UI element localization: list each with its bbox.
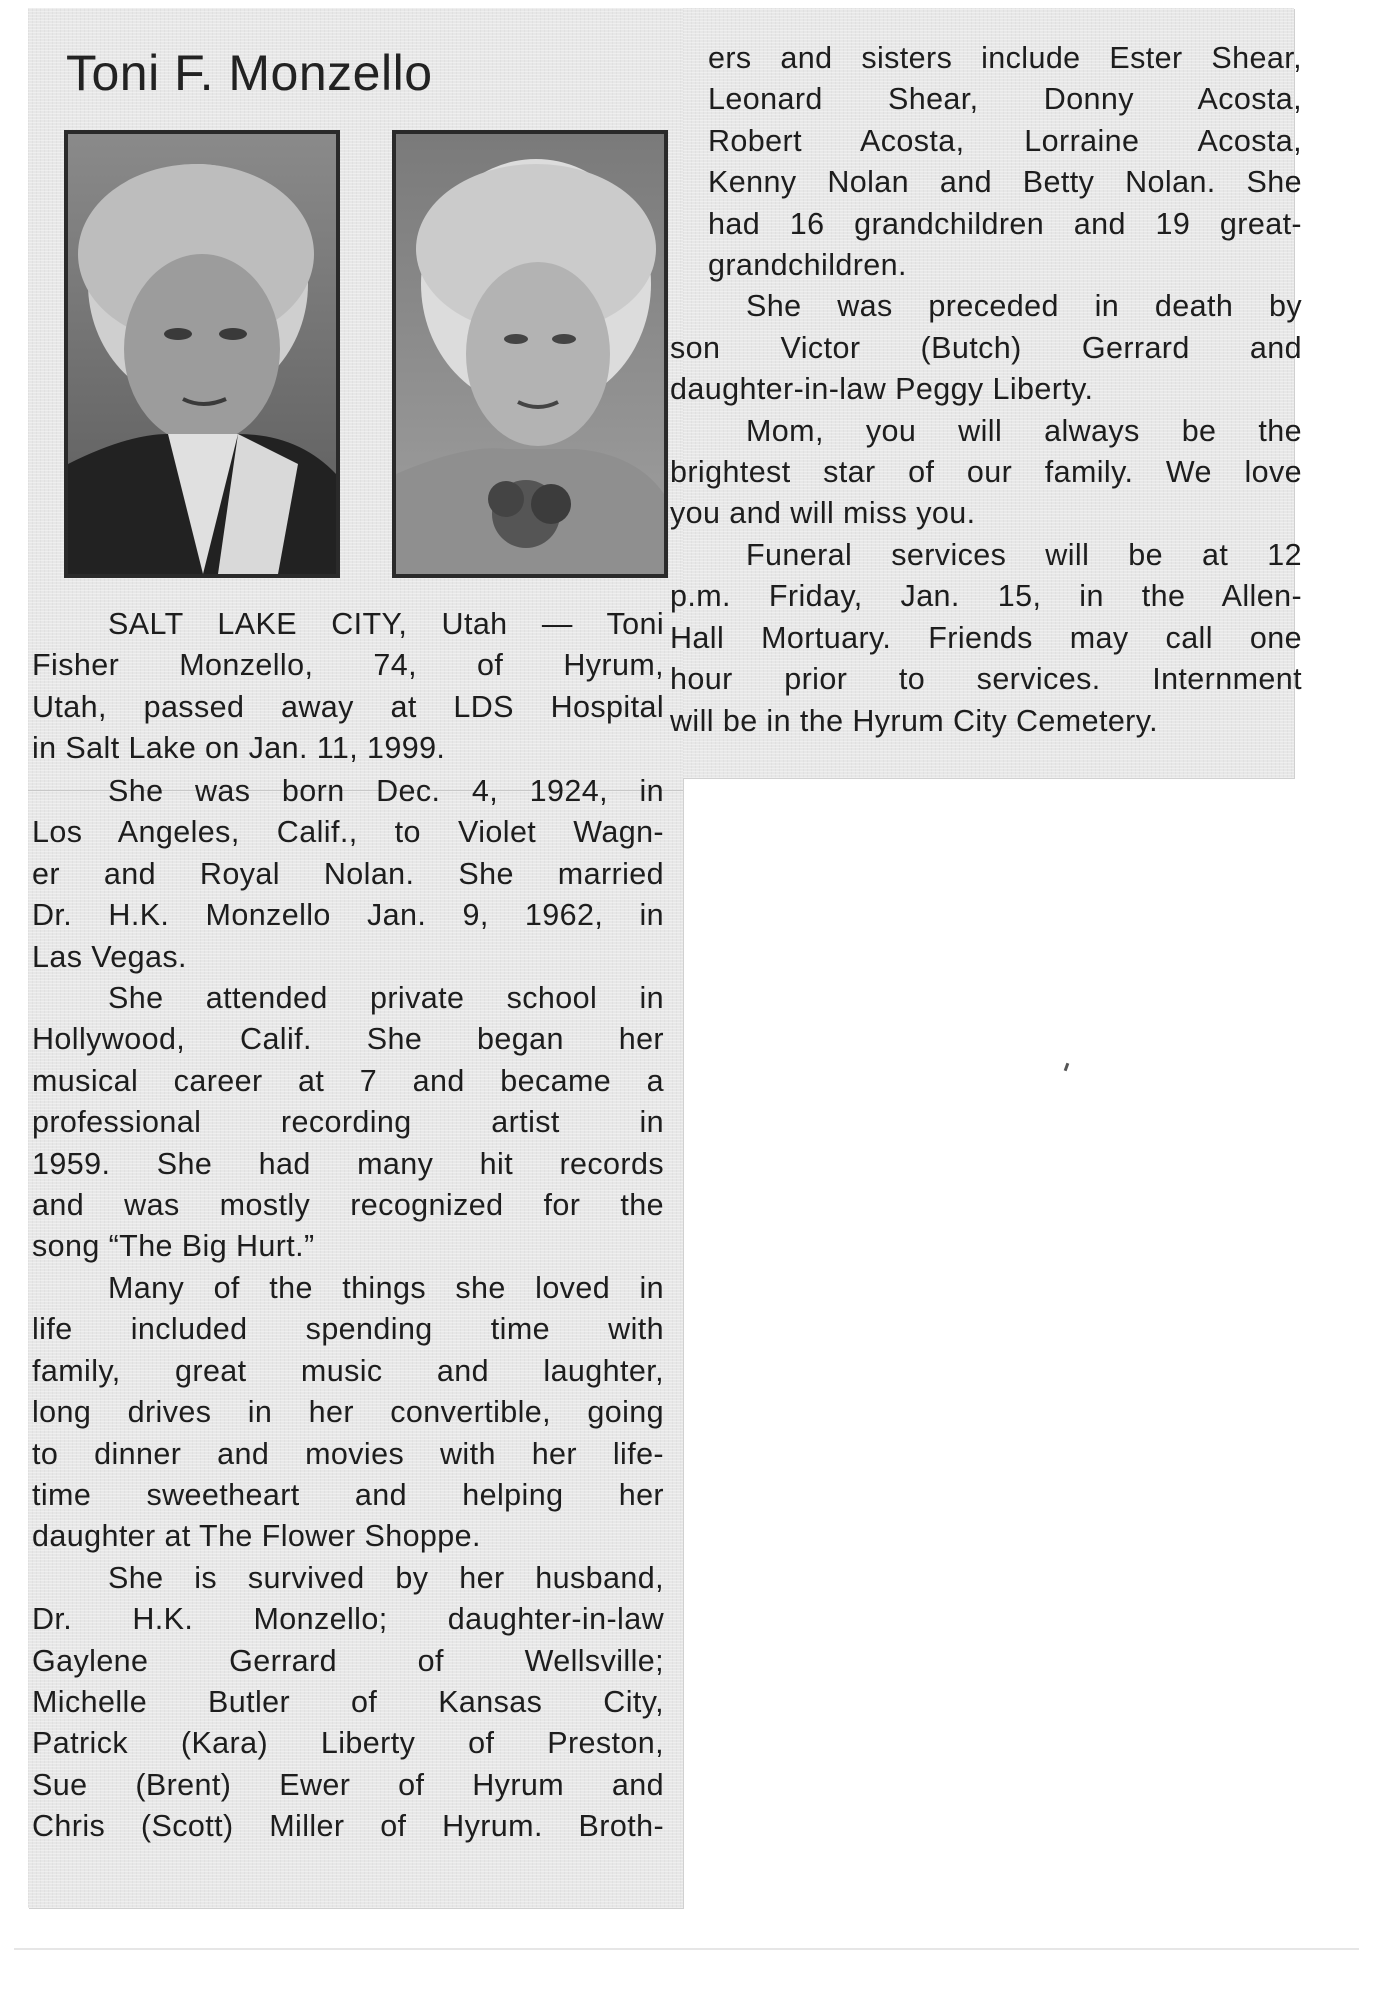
text-line: and was mostly recognized for the <box>32 1188 664 1223</box>
text-line: She was born Dec. 4, 1924, in <box>108 774 664 808</box>
paragraph-family-message <box>670 411 1302 535</box>
paragraph-career <box>32 978 664 1268</box>
paragraph-funeral-services <box>670 535 1302 742</box>
text-line: Sue (Brent) Ewer of Hyrum and <box>32 1767 664 1802</box>
text-line: Robert Acosta, Lorraine Acosta, <box>708 123 1302 158</box>
obituary-right-column <box>670 38 1302 742</box>
obituary-left-column-continued <box>32 771 664 1848</box>
scan-edge <box>14 1948 1359 1950</box>
text-line: ers and sisters include Ester Shear, <box>708 41 1302 75</box>
text-line: Chris (Scott) Miller of Hyrum. Broth- <box>32 1809 664 1844</box>
speck <box>1064 1063 1070 1072</box>
text-line: time sweetheart and helping her <box>32 1477 664 1512</box>
portrait-photo-2 <box>392 130 668 578</box>
obituary-left-column <box>32 604 664 770</box>
text-line: will be in the Hyrum City Cemetery. <box>670 703 1159 738</box>
paragraph-loved <box>32 1268 664 1558</box>
portrait-photo-1 <box>64 130 340 578</box>
text-line: to dinner and movies with her life- <box>32 1436 664 1471</box>
text-line: daughter-in-law Peggy Liberty. <box>670 372 1094 407</box>
text-line: long drives in her convertible, going <box>32 1395 664 1430</box>
text-line: had 16 grandchildren and 19 great- <box>708 206 1302 241</box>
text-line: Utah, passed away at LDS Hospital <box>32 689 664 724</box>
text-line: Kenny Nolan and Betty Nolan. She <box>708 165 1302 200</box>
text-line: song “The Big Hurt.” <box>32 1229 315 1264</box>
text-line: Dr. H.K. Monzello; daughter-in-law <box>32 1602 664 1637</box>
paragraph-survived-by <box>32 1558 664 1848</box>
text-line: Funeral services will be at 12 <box>746 537 1302 572</box>
text-line: Los Angeles, Calif., to Violet Wagn- <box>32 815 664 850</box>
text-line: family, great music and laughter, <box>32 1353 664 1388</box>
text-line: Many of the things she loved in <box>108 1270 664 1305</box>
text-line: Mom, you will always be the <box>746 413 1302 448</box>
text-line: Fisher Monzello, 74, of Hyrum, <box>32 648 664 683</box>
text-line: life included spending time with <box>32 1312 664 1347</box>
portrait-image-2 <box>396 134 664 574</box>
text-line: Hollywood, Calif. She began her <box>32 1022 664 1057</box>
obituary-title: Toni F. Monzello <box>66 45 433 101</box>
text-line: er and Royal Nolan. She married <box>32 856 664 891</box>
text-line: brightest star of our family. We love <box>670 455 1302 490</box>
text-line: son Victor (Butch) Gerrard and <box>670 330 1302 365</box>
text-line: Dr. H.K. Monzello Jan. 9, 1962, in <box>32 898 664 933</box>
text-line: you and will miss you. <box>670 496 976 531</box>
text-line: Leonard Shear, Donny Acosta, <box>708 82 1302 117</box>
text-line: She is survived by her husband, <box>108 1560 664 1595</box>
text-line: She attended private school in <box>108 981 664 1016</box>
text-line: Michelle Butler of Kansas City, <box>32 1684 664 1719</box>
paragraph-death-notice <box>32 604 664 770</box>
text-line: hour prior to services. Internment <box>670 662 1302 697</box>
text-line: Gaylene Gerrard of Wellsville; <box>32 1643 664 1678</box>
text-line: in Salt Lake on Jan. 11, 1999. <box>32 731 446 766</box>
text-line: Patrick (Kara) Liberty of Preston, <box>32 1726 664 1761</box>
text-line: Hall Mortuary. Friends may call one <box>670 620 1302 655</box>
text-line: professional recording artist in <box>32 1105 664 1140</box>
paragraph-birth <box>32 771 664 978</box>
text-line: SALT LAKE CITY, Utah — Toni <box>108 607 664 641</box>
text-line: p.m. Friday, Jan. 15, in the Allen- <box>670 579 1302 614</box>
text-line: She was preceded in death by <box>746 289 1302 324</box>
paragraph-preceded <box>670 286 1302 410</box>
text-line: musical career at 7 and became a <box>32 1063 664 1098</box>
text-line: Las Vegas. <box>32 939 187 974</box>
text-line: grandchildren. <box>708 248 907 283</box>
portrait-image-1 <box>68 134 336 574</box>
paragraph-siblings <box>708 38 1302 286</box>
text-line: 1959. She had many hit records <box>32 1146 664 1181</box>
text-line: daughter at The Flower Shoppe. <box>32 1519 481 1554</box>
